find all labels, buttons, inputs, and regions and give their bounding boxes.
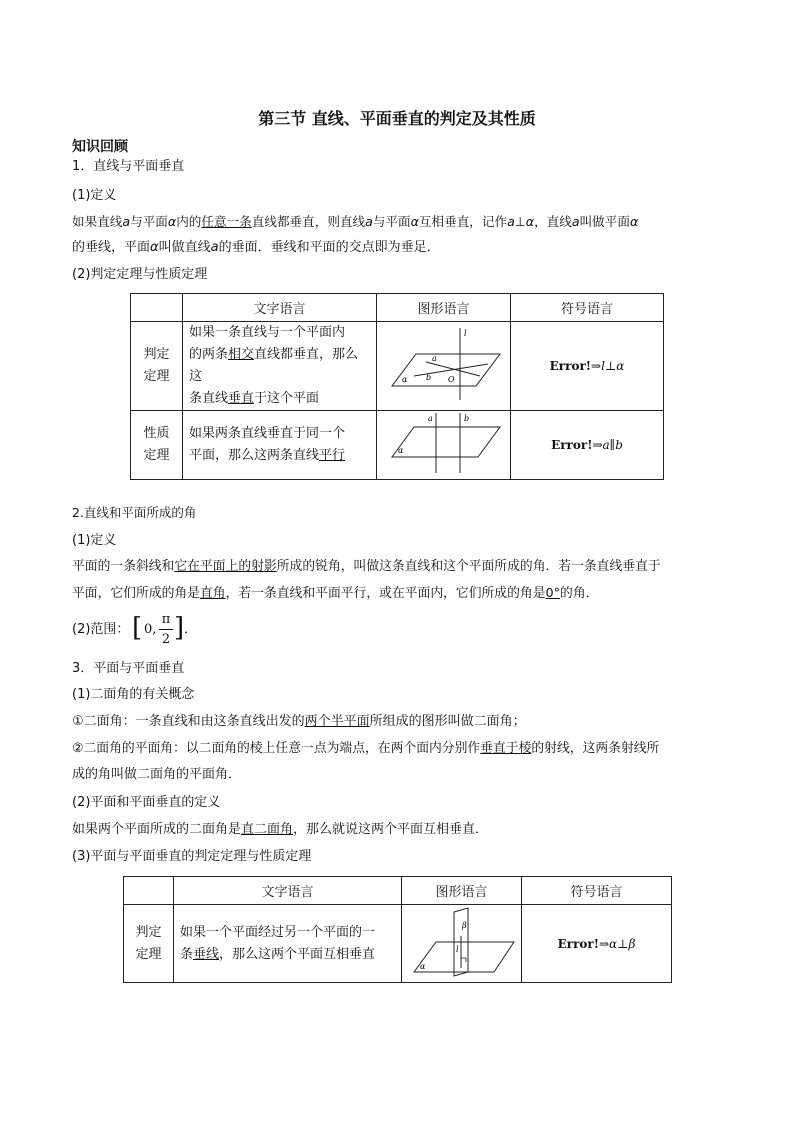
s2-def-label: (1)定义 [72, 533, 117, 548]
fig-label-l: l [456, 944, 459, 954]
fig-label-alpha: α [401, 375, 407, 384]
s2-heading: 2.直线和平面所成的角 [72, 505, 197, 520]
row-name-property: 性质 定理 [131, 411, 183, 480]
fig-label-alpha: α [397, 446, 403, 455]
row-figure-property [377, 411, 511, 480]
s2-def-line2: 平面，它们所成的角是直角，若一条直线和平面平行，或在平面内，它们所成的角是0°的角． [72, 586, 599, 601]
s3-concept-1: ①二面角：一条直线和由这条直线出发的两个半平面所组成的图形叫做二面角； [72, 714, 526, 729]
fig-label-b: b [463, 414, 469, 423]
page-title: 第三节 直线、平面垂直的判定及其性质 [258, 109, 536, 128]
fig-label-l: l [463, 329, 467, 338]
plane-plane-perpendicular-diagram [408, 906, 518, 978]
review-heading: 知识回顾 [72, 139, 128, 155]
s1-def-line2: 的垂线，平面α叫做直线a的垂面．垂线和平面的交点即为垂足． [72, 240, 440, 255]
row-text-property: 如果两条直线垂直于同一个 平面，那么这两条直线平行 [183, 411, 377, 480]
fig-label-beta: β [462, 920, 467, 930]
fig-label-a: a [427, 414, 433, 423]
header-empty [131, 294, 183, 322]
fig-label-b: b [425, 373, 431, 382]
header-symbol-language: 符号语言 [522, 877, 672, 905]
s3-thm-label: (3)平面与平面垂直的判定定理与性质定理 [72, 849, 312, 864]
row-symbol-property: Error!⇒a∥b [511, 411, 664, 480]
s1-thm-label: (2)判定定理与性质定理 [72, 267, 208, 282]
header-figure-language: 图形语言 [402, 877, 522, 905]
row-text-criterion: 如果一个平面经过另一个平面的一 条垂线，那么这两个平面互相垂直 [174, 905, 402, 983]
header-text-language: 文字语言 [183, 294, 377, 322]
row-text-criterion: 如果一条直线与一个平面内 的两条相交直线都垂直，那么这 条直线垂直于这个平面 [183, 322, 377, 411]
s3-def-line: 如果两个平面所成的二面角是直二面角，那么就说这两个平面互相垂直． [72, 822, 489, 837]
s1-def-label: (1)定义 [72, 188, 117, 203]
header-symbol-language: 符号语言 [511, 294, 664, 322]
s2-def-line1: 平面的一条斜线和它在平面上的射影所成的锐角，叫做这条直线和这个平面所成的角．若一条直线垂直于 [72, 559, 661, 574]
header-text-language: 文字语言 [174, 877, 402, 905]
s1-theorem-table [130, 293, 664, 480]
row-name-criterion: 判定 定理 [131, 322, 183, 411]
fig-label-alpha: α [420, 961, 426, 971]
fig-label-o: O [447, 375, 455, 384]
s3-concept-label: (1)二面角的有关概念 [72, 687, 195, 702]
s3-concept-3: 成的角叫做二面角的平面角． [72, 767, 242, 782]
s1-heading: 1．直线与平面垂直 [72, 159, 185, 174]
s3-concept-2: ②二面角的平面角：以二面角的棱上任意一点为端点，在两个面内分别作垂直于棱的射线，这两条射线所 [72, 741, 660, 756]
row-figure-criterion [402, 905, 522, 983]
s3-def-label: (2)平面和平面垂直的定义 [72, 795, 221, 810]
s3-heading: 3．平面与平面垂直 [72, 661, 185, 676]
s1-def-line1: 如果直线a与平面α内的任意一条直线都垂直，则直线a与平面α互相垂直，记作a⊥α，直线a叫做平面α [72, 214, 639, 229]
parallel-perpendicular-lines-diagram [384, 411, 504, 475]
row-name-criterion: 判定 定理 [124, 905, 174, 983]
line-plane-perpendicular-diagram [384, 326, 504, 402]
fig-label-a: a [431, 354, 437, 363]
header-empty [124, 877, 174, 905]
header-figure-language: 图形语言 [377, 294, 511, 322]
row-symbol-criterion: Error!⇒α⊥β [522, 905, 672, 983]
row-symbol-criterion: Error!⇒l⊥α [511, 322, 664, 411]
row-figure-criterion [377, 322, 511, 411]
s3-theorem-table [123, 876, 672, 983]
